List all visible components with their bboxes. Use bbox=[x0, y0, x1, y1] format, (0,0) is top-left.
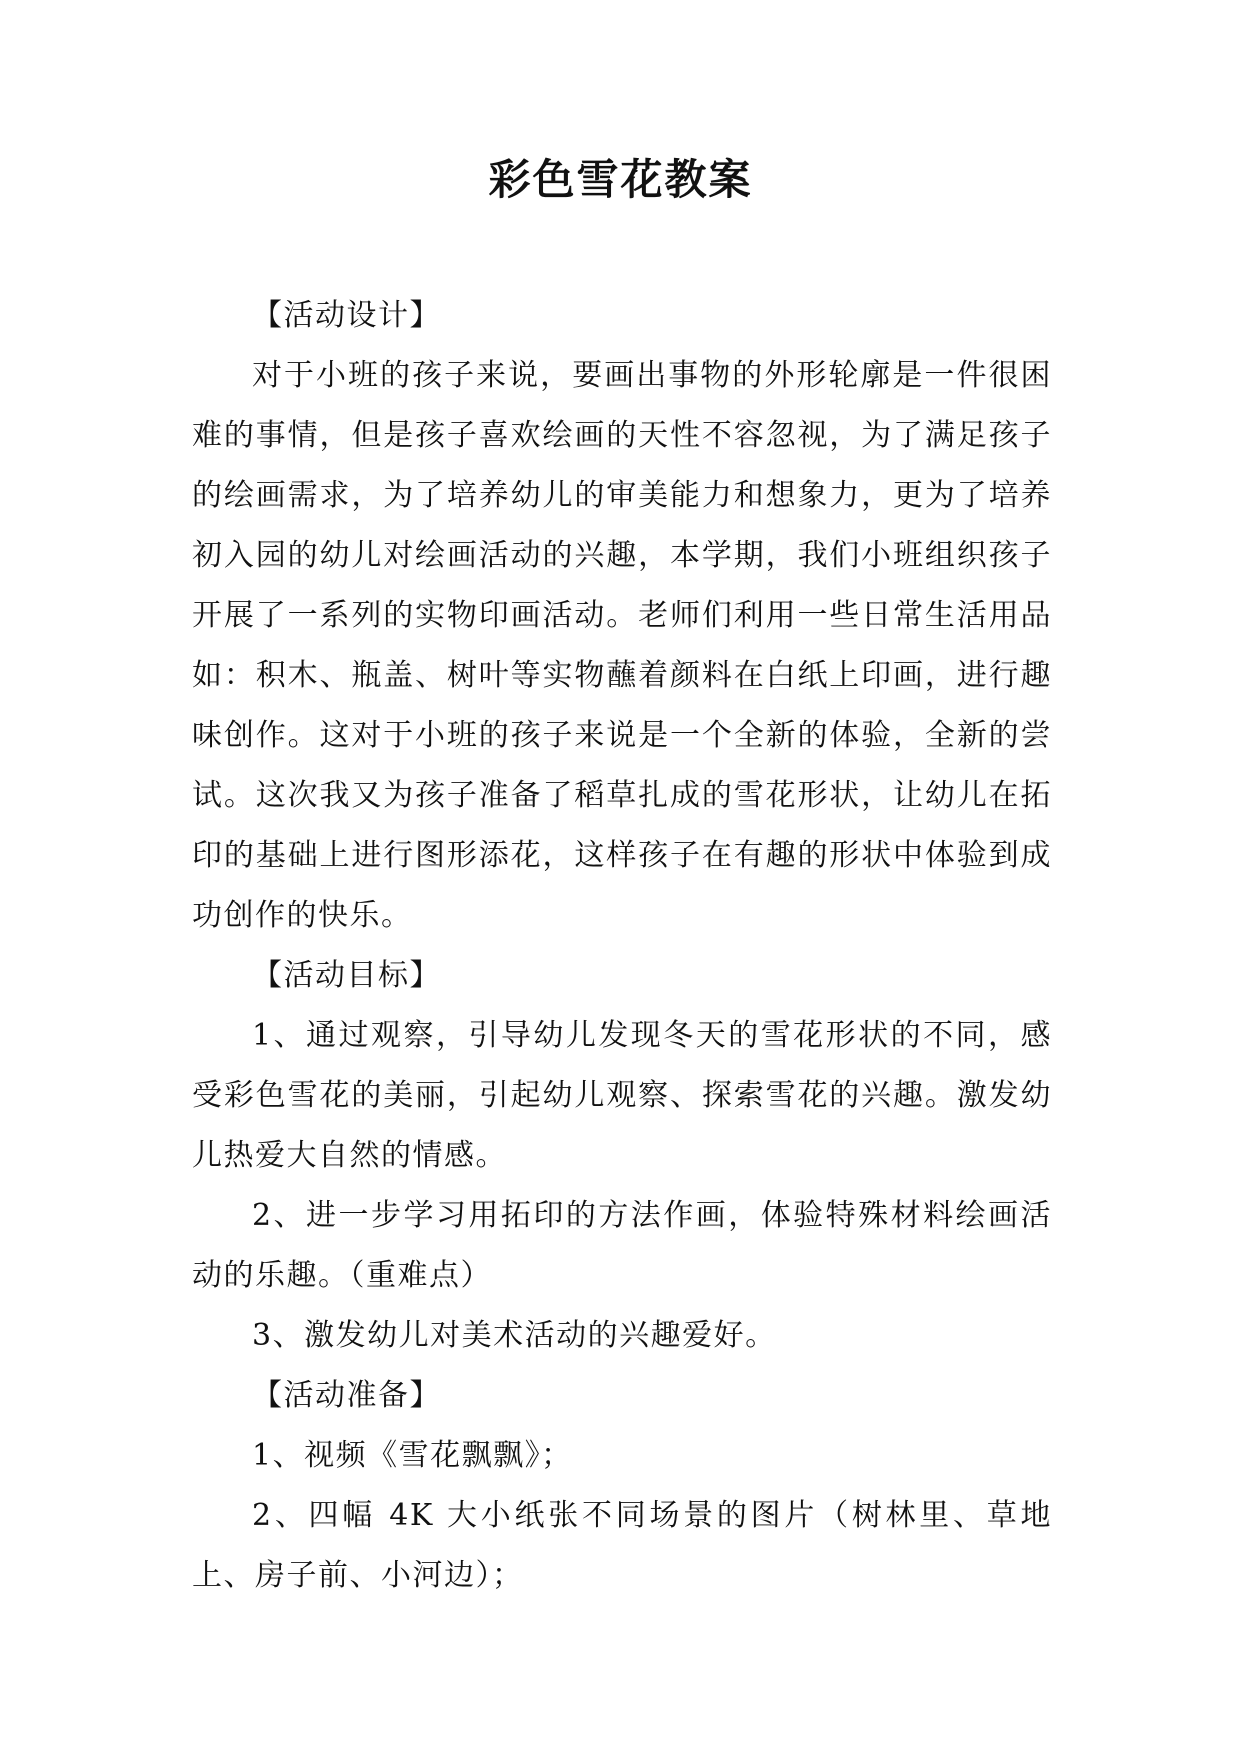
section-heading-goals: 【活动目标】 bbox=[252, 958, 441, 993]
preparation-item-2: 2、四幅 4K 大小纸张不同场景的图片（树林里、草地上、房子前、小河边）； bbox=[192, 1498, 1052, 1593]
goal-item-2: 2、进一步学习用拓印的方法作画，体验特殊材料绘画活动的乐趣。（重难点） bbox=[192, 1198, 1052, 1293]
goal-item-3: 3、激发幼儿对美术活动的兴趣爱好。 bbox=[252, 1318, 777, 1353]
preparation-item-1: 1、视频《雪花飘飘》； bbox=[252, 1438, 573, 1473]
document-title: 彩色雪花教案 bbox=[488, 155, 753, 204]
section-heading-design: 【活动设计】 bbox=[252, 298, 441, 333]
paragraph-design: 对于小班的孩子来说，要画出事物的外形轮廓是一件很困难的事情，但是孩子喜欢绘画的天性不容忽视，为了满足孩子的绘画需求，为了培养幼儿的审美能力和想象力，更为了培养初入园的幼儿对绘画活动的兴趣，本学期，我们小班组织孩子开展了一系列的实物印画活动。老师们利用一些日常生活用品如：积木、瓶盖、树叶等实物蘸着颜料在白纸上印画，进行趣味创作。这对于小班的孩子来说是一个全新的体验，全新的尝试。这次我又为孩子准备了稻草扎成的雪花形状，让幼儿在拓印的基础上进行图形添花，这样孩子在有趣的形状中体验到成功创作的快乐。 bbox=[192, 358, 1052, 933]
section-heading-preparation: 【活动准备】 bbox=[252, 1378, 441, 1413]
document-body bbox=[192, 286, 1052, 1606]
goal-item-1: 1、通过观察，引导幼儿发现冬天的雪花形状的不同，感受彩色雪花的美丽，引起幼儿观察、探索雪花的兴趣。激发幼儿热爱大自然的情感。 bbox=[192, 1018, 1052, 1173]
